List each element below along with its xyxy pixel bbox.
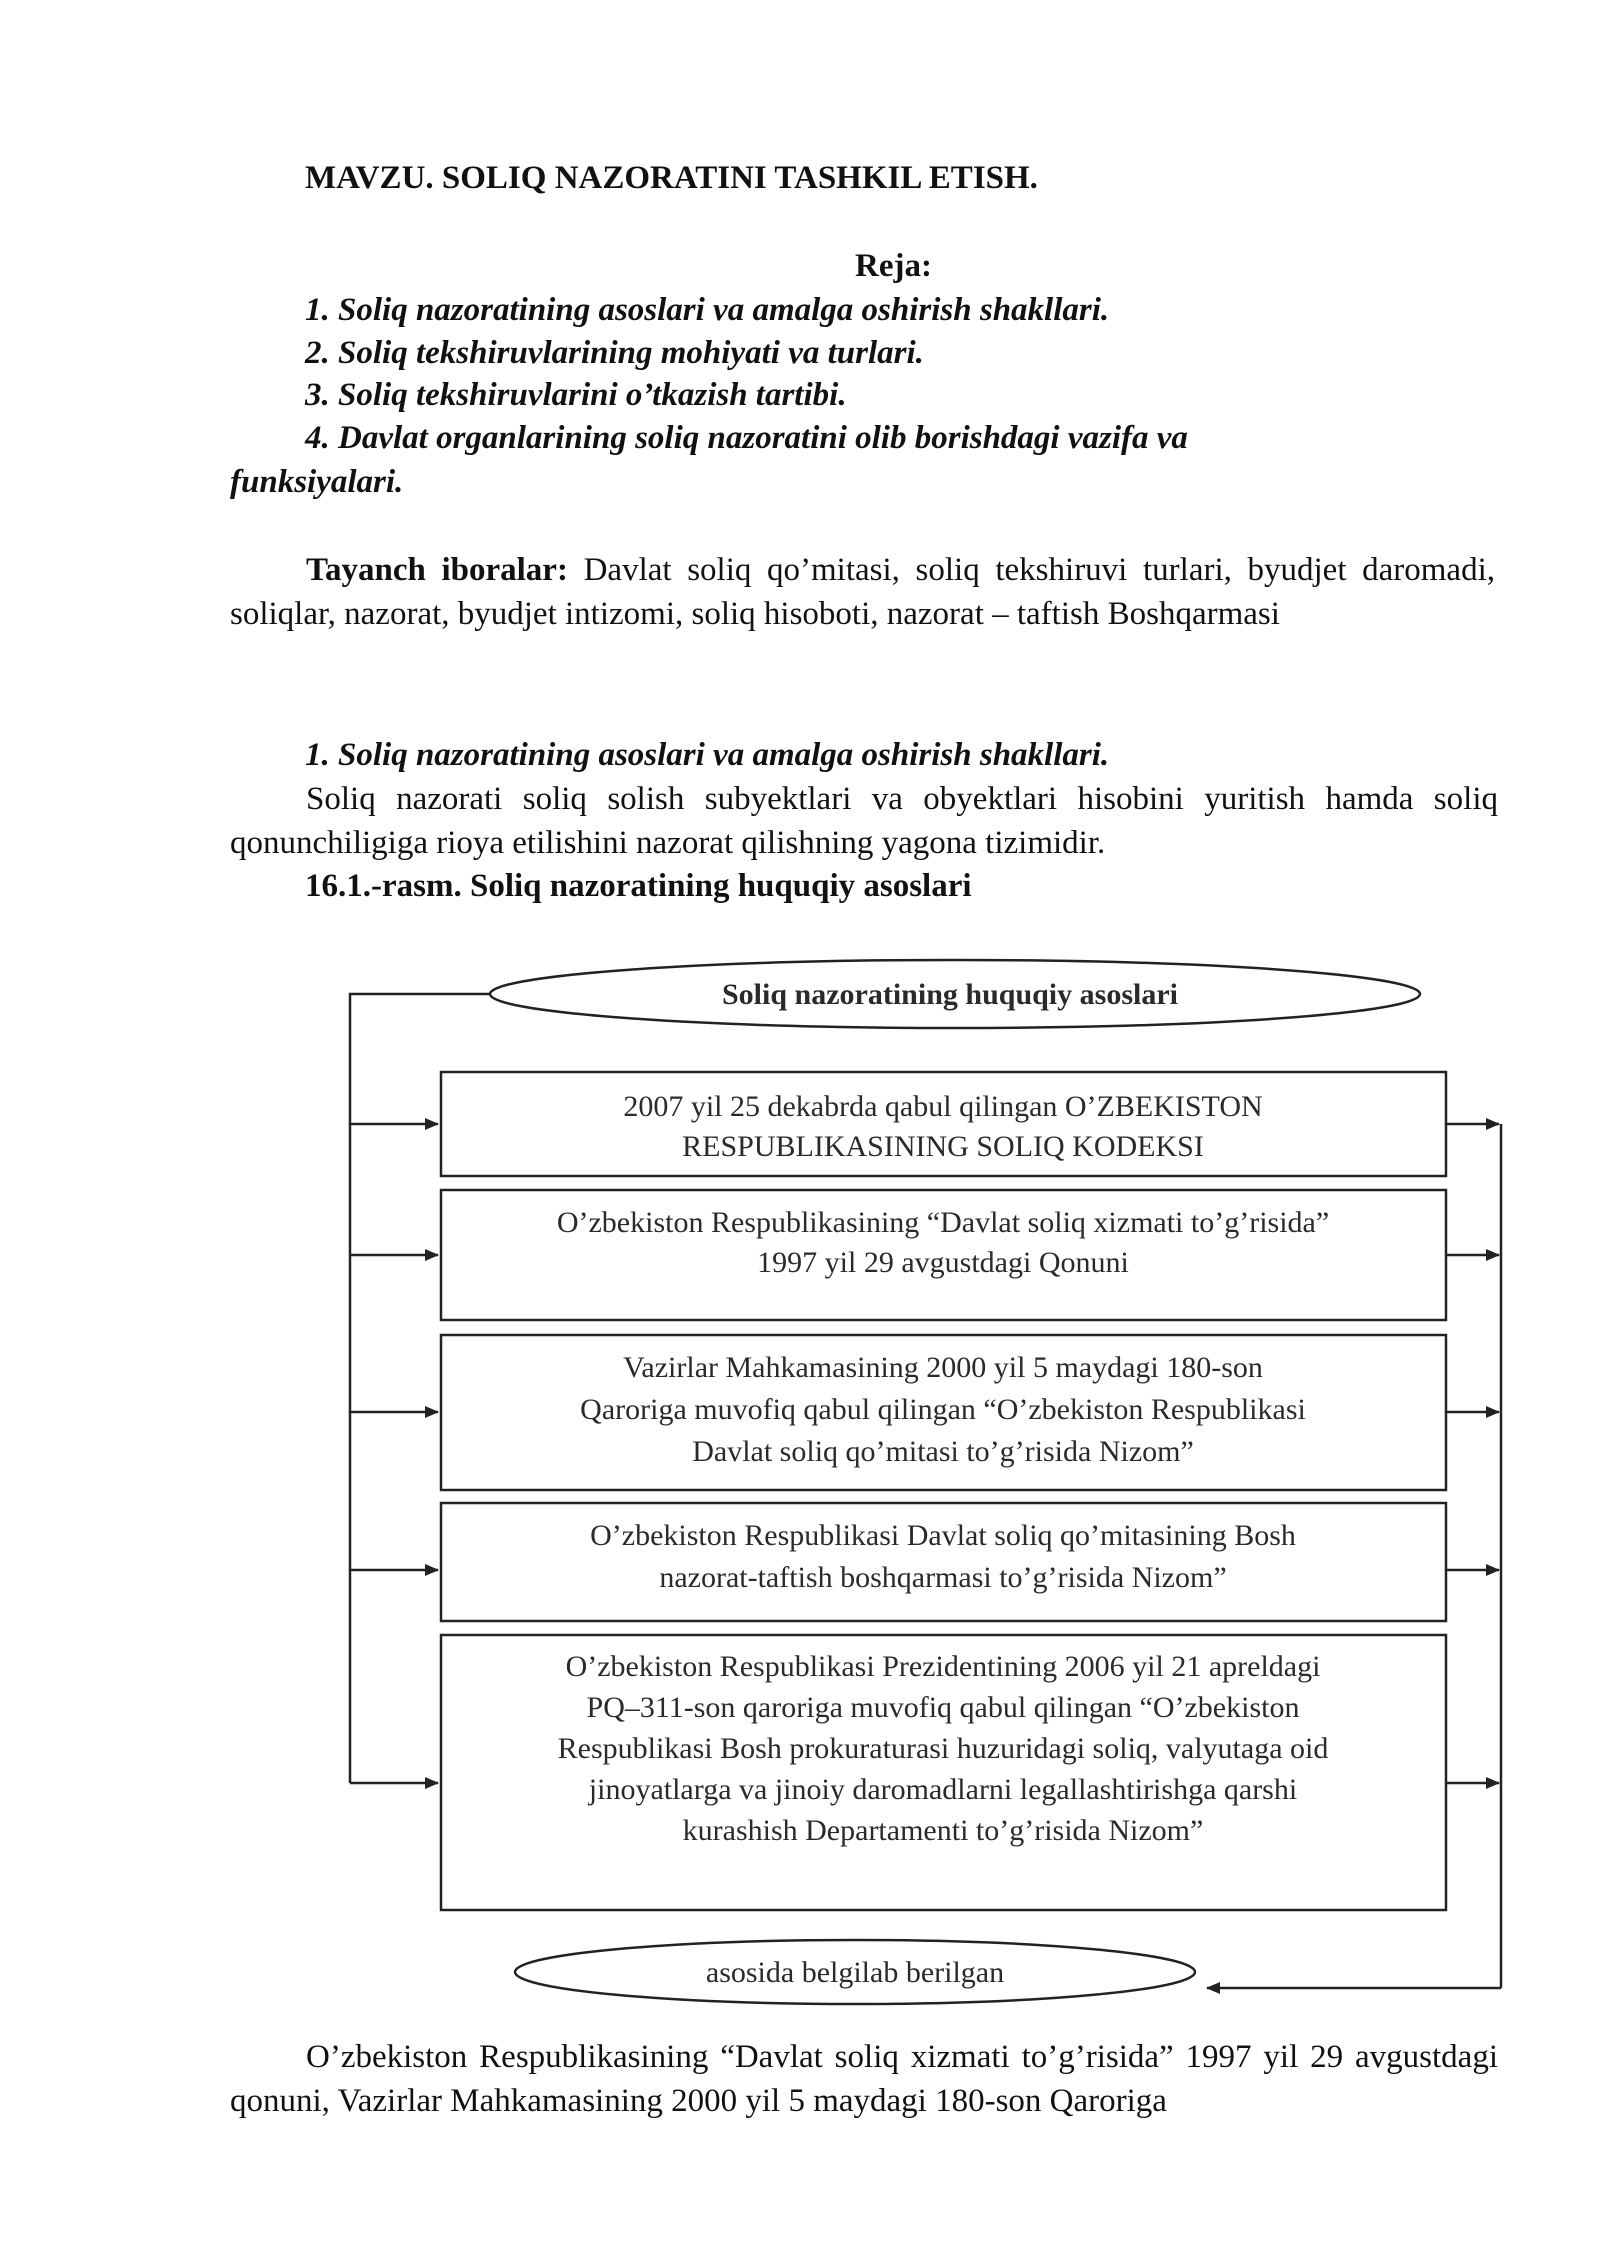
box-5-line-1: O’zbekiston Respublikasi Prezidentining 2006 yil 21 apreldagi — [565, 1650, 1321, 1683]
plan-item-4: 4. Davlat organlarining soliq nazoratini olib borishdagi vazifa va — [305, 420, 1188, 456]
box-2-line-2: 1997 yil 29 avgustdagi Qonuni — [757, 1246, 1129, 1279]
box-1-line-1: 2007 yil 25 dekabrda qabul qilingan O’ZBEKISTON — [623, 1090, 1263, 1123]
box-3-line-2: Qaroriga muvofiq qabul qilingan “O’zbekiston Respublikasi — [580, 1393, 1306, 1426]
plan-item-1: 1. Soliq nazoratining asoslari va amalga oshirish shakllari. — [305, 292, 1110, 328]
box-4-line-2: nazorat-taftish boshqarmasi to’g’risida Nizom” — [659, 1561, 1227, 1594]
bottom-ellipse-label: asosida belgilab berilgan — [705, 1956, 1005, 1989]
closing-paragraph-text: O’zbekiston Respublikasining “Davlat soliq xizmati to’g’risida” 1997 yil 29 avgustdagi qonuni, Vazirlar Mahkamasining 2000 yil 5 maydagi 180-son Qaroriga — [230, 2039, 1498, 2119]
box-5-line-5: kurashish Departamenti to’g’risida Nizom” — [682, 1814, 1204, 1847]
keywords-label: Tayanch iboralar: — [306, 552, 568, 588]
box-4-line-1: O’zbekiston Respublikasi Davlat soliq qo’mitasining Bosh — [590, 1519, 1296, 1552]
page-title: MAVZU. SOLIQ NAZORATINI TASHKIL ETISH. — [305, 160, 1038, 196]
plan-item-4-cont: funksiyalari. — [230, 464, 404, 500]
plan-heading: Reja: — [855, 248, 932, 284]
plan-item-2: 2. Soliq tekshiruvlarining mohiyati va turlari. — [305, 335, 924, 371]
box-5-line-2: PQ–311-son qaroriga muvofiq qabul qilingan “O’zbekiston — [586, 1691, 1300, 1724]
figure-caption: 16.1.-rasm. Soliq nazoratining huquqiy asoslari — [305, 868, 972, 904]
box-3-line-3: Davlat soliq qo’mitasi to’g’risida Nizom” — [692, 1435, 1194, 1468]
section-paragraph-text: Soliq nazorati soliq solish subyektlari va obyektlari hisobini yuritish hamda soliq qonunchiligiga rioya etilishini nazorat qilishning yagona tizimidir. — [230, 781, 1498, 861]
keywords-text: Davlat soliq qo’mitasi, soliq tekshiruvi turlari, byudjet daromadi, soliqlar, nazorat, byudjet intizomi, soliq hisoboti, nazorat – taftish Boshqarmasi — [230, 552, 1495, 632]
box-5-line-3: Respublikasi Bosh prokuraturasi huzuridagi soliq, valyutaga oid — [557, 1732, 1329, 1765]
left-connector — [350, 994, 490, 1783]
box-3-line-1: Vazirlar Mahkamasining 2000 yil 5 maydagi 180-son — [623, 1351, 1263, 1384]
box-1-line-2: RESPUBLIKASINING SOLIQ KODEKSI — [682, 1130, 1204, 1163]
box-5-line-4: jinoyatlarga va jinoiy daromadlarni legallashtirishga qarshi — [588, 1773, 1298, 1806]
box-2-line-1: O’zbekiston Respublikasining “Davlat soliq xizmati to’g’risida” — [556, 1206, 1330, 1239]
section-heading: 1. Soliq nazoratining asoslari va amalga oshirish shakllari. — [305, 737, 1110, 773]
closing-paragraph — [230, 2035, 1498, 2123]
plan-item-3: 3. Soliq tekshiruvlarini o’tkazish tartibi. — [305, 377, 847, 413]
top-ellipse-label: Soliq nazoratining huquqiy asoslari — [722, 978, 1178, 1011]
